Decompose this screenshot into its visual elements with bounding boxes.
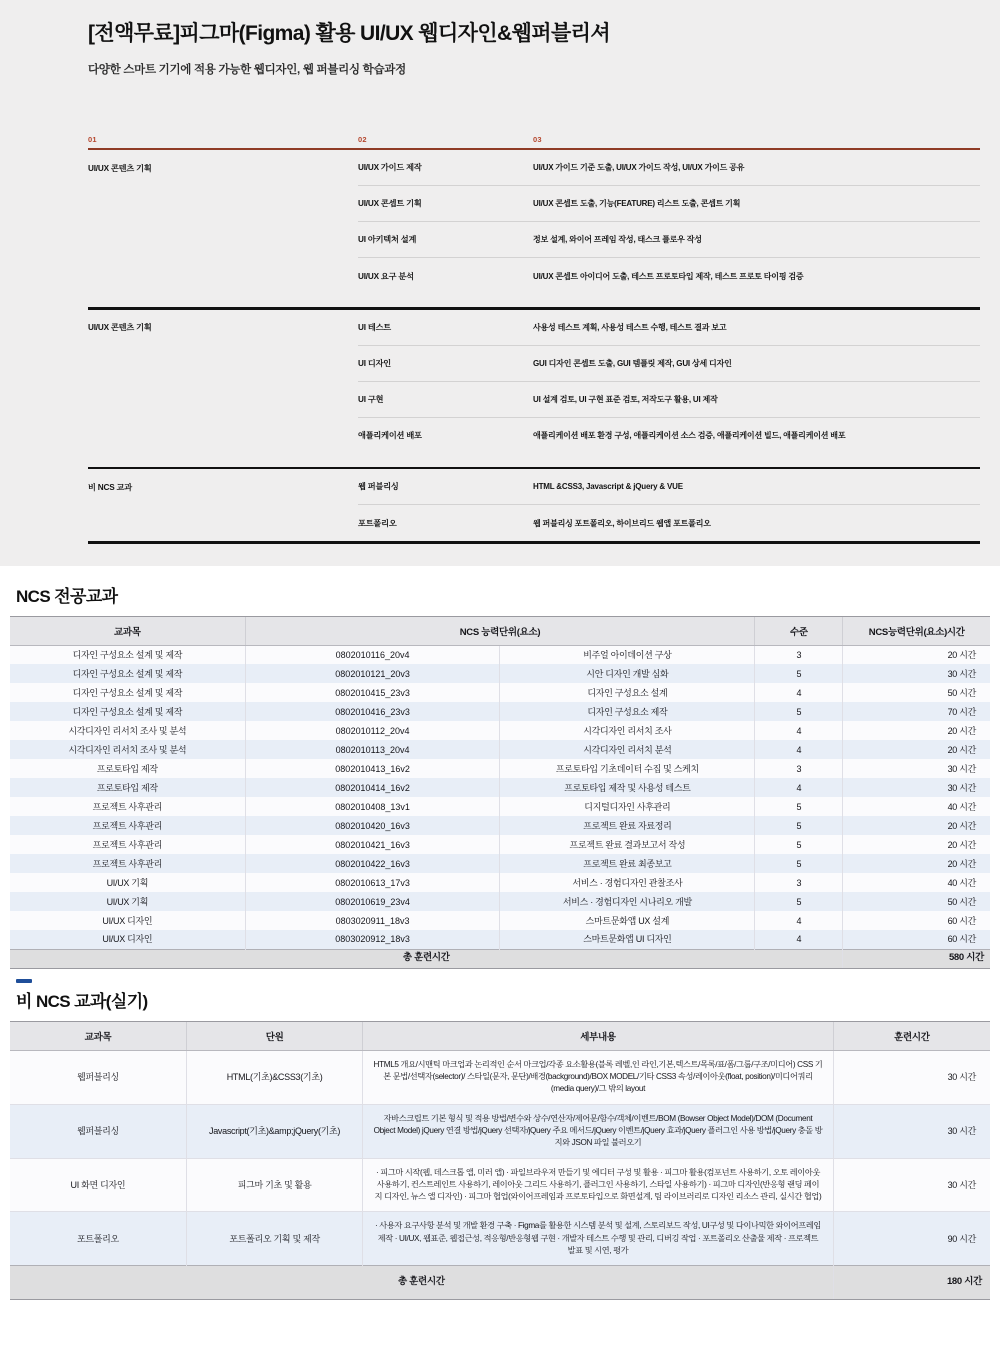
map-step-detail: UI 설계 검토, UI 구현 표준 검토, 저작도구 활용, UI 제작 [533, 382, 980, 418]
col-header-unit: 단원 [186, 1021, 362, 1050]
cell-subject: 시각디자인 리서치 조사 및 분석 [68, 744, 187, 755]
cell-code: 0802010408_13v1 [245, 797, 500, 816]
map-group-label: UI/UX 콘텐츠 기획 [88, 163, 152, 173]
cell-subject: UI/UX 디자인 [102, 934, 153, 945]
cell-subject: UI 화면 디자인 [70, 1179, 126, 1190]
table-row [10, 778, 990, 797]
cell-unit: 프로젝트 완료 결과보고서 작성 [500, 835, 755, 854]
table-row [10, 702, 990, 721]
table-row [10, 740, 990, 759]
cell-hours: 40 시간 [843, 873, 990, 892]
cell-hours: 30 시간 [843, 778, 990, 797]
map-step-name: 애플리케이션 배포 [358, 431, 422, 441]
map-step-name: UI/UX 콘셉트 기획 [358, 186, 533, 222]
table-row [10, 854, 990, 873]
cell-hours: 20 시간 [843, 816, 990, 835]
cell-level: 5 [755, 664, 843, 683]
cell-unit: 디자인 구성요소 설계 [500, 683, 755, 702]
column-bottom-rule [533, 541, 980, 544]
cell-unit: 서비스 · 경험디자인 관찰조사 [500, 873, 755, 892]
cell-subject: 프로젝트 사후관리 [92, 801, 163, 812]
cell-subject: 디자인 구성요소 설계 및 제작 [72, 649, 183, 660]
map-step-detail: 정보 설계, 와이어 프레임 작성, 태스크 플로우 작성 [533, 222, 980, 258]
nonncs-heading-wrap [10, 969, 990, 1021]
cell-unit: 디자인 구성요소 제작 [500, 702, 755, 721]
cell-code: 0803020911_18v3 [245, 911, 500, 930]
cell-code: 0802010413_16v2 [245, 759, 500, 778]
cell-hours: 50 시간 [843, 683, 990, 702]
cell-level: 3 [755, 645, 843, 664]
map-detail-column [533, 135, 980, 294]
cell-subject: 웹퍼블리싱 [76, 1072, 119, 1083]
cell-subject: 포트폴리오 [76, 1233, 119, 1244]
cell-hours: 20 시간 [843, 740, 990, 759]
col-header-detail: 세부내용 [363, 1021, 833, 1050]
cell-unit: 스마트문화앱 UI 디자인 [500, 930, 755, 949]
page-subtitle: 다양한 스마트 기기에 적용 가능한 웹디자인, 웹 퍼블리싱 학습과정 [88, 64, 406, 77]
map-step-name: UI 테스트 [358, 310, 533, 346]
map-step-name: UI/UX 요구 분석 [358, 271, 414, 281]
cell-detail: 자바스크립트 기본 형식 및 적용 방법/변수와 상수/연산자/제어문/함수/객체/이벤트/BOM (Bowser Object Model)/DOM (Document Object Model) jQuery 연결 방법/jQuery 선택자/jQuery 주요 메서드/jQuery 이벤트/jQuery 효과/jQuery 플러그인 사용 방법/jQuery 충돌 방지와 JSON 파일 불러오기 [363, 1104, 833, 1158]
map-group-label: 비 NCS 교과 [88, 482, 132, 492]
cell-hours: 90 시간 [833, 1212, 990, 1266]
map-step-name: UI 구현 [358, 382, 533, 418]
cell-unit: 서비스 · 경험디자인 시나리오 개발 [500, 892, 755, 911]
cell-unit: 디지털디자인 사후관리 [500, 797, 755, 816]
cell-hours: 20 시간 [843, 645, 990, 664]
cell-code: 0803020912_18v3 [245, 930, 500, 949]
cell-hours: 50 시간 [843, 892, 990, 911]
cell-hours: 60 시간 [843, 911, 990, 930]
hero-banner [0, 0, 1000, 566]
table-row [10, 759, 990, 778]
total-row [10, 1266, 990, 1300]
table-row [10, 1050, 990, 1104]
col-header-level: 수준 [755, 616, 843, 645]
cell-level: 4 [755, 683, 843, 702]
cell-level: 4 [755, 721, 843, 740]
cell-hours: 30 시간 [843, 664, 990, 683]
total-value: 580 시간 [843, 949, 990, 968]
map-group-spacer [88, 505, 358, 541]
table-row [10, 873, 990, 892]
cell-subject: UI/UX 기획 [106, 896, 149, 907]
cell-unit: 시각디자인 리서치 분석 [500, 740, 755, 759]
cell-code: 0802010121_20v3 [245, 664, 500, 683]
ncs-table-head [10, 616, 990, 645]
nonncs-table [10, 1021, 990, 1300]
table-row [10, 1212, 990, 1266]
total-label: 총 훈련시간 [10, 949, 843, 968]
cell-subject: 디자인 구성요소 설계 및 제작 [72, 687, 183, 698]
cell-hours: 30 시간 [843, 759, 990, 778]
cell-subject: 디자인 구성요소 설계 및 제작 [72, 668, 183, 679]
cell-code: 0802010415_23v3 [245, 683, 500, 702]
cell-level: 3 [755, 759, 843, 778]
cell-subject: 디자인 구성요소 설계 및 제작 [72, 706, 183, 717]
cell-subject: 프로토타입 제작 [96, 782, 158, 793]
ncs-table-body [10, 645, 990, 968]
cell-hours: 30 시간 [833, 1050, 990, 1104]
cell-unit: 프로젝트 완료 자료정리 [500, 816, 755, 835]
ncs-table [10, 616, 990, 969]
cell-unit: 시안 디자인 개발 심화 [500, 664, 755, 683]
cell-unit: 포트폴리오 기획 및 제작 [186, 1212, 362, 1266]
map-step-column [358, 307, 533, 454]
map-detail-column [533, 307, 980, 454]
table-row [10, 930, 990, 949]
cell-unit: 피그마 기초 및 활용 [186, 1158, 362, 1212]
table-row [10, 1104, 990, 1158]
cell-hours: 20 시간 [843, 721, 990, 740]
cell-level: 4 [755, 930, 843, 949]
table-row [10, 683, 990, 702]
column-number: 03 [533, 135, 542, 145]
total-value: 180 시간 [833, 1266, 990, 1300]
cell-subject: 프로젝트 사후관리 [92, 839, 163, 850]
cell-detail: · 사용자 요구사항 분석 및 개발 환경 구축 · Figma를 활용한 시스템 분석 및 설계, 스토리보드 작성, UI구성 및 다이나믹한 와이어프레임 제작 · UI/UX, 웹표준, 웹접근성, 적응형/반응형웹 구현 · 개발자 테스트 수행 및 관리, 디버깅 작업 · 포트폴리오 산출물 제작 · 프로젝트 발표 및 시연, 평가 [363, 1212, 833, 1266]
cell-code: 0802010422_16v3 [245, 854, 500, 873]
cell-code: 0802010116_20v4 [245, 645, 500, 664]
table-row [10, 664, 990, 683]
col-header-hours: NCS능력단위(요소)시간 [843, 616, 990, 645]
map-group-column [88, 135, 358, 186]
cell-hours: 60 시간 [843, 930, 990, 949]
total-label: 총 훈련시간 [10, 1266, 833, 1300]
cell-code: 0802010112_20v4 [245, 721, 500, 740]
table-row [10, 835, 990, 854]
cell-hours: 70 시간 [843, 702, 990, 721]
col-header-subject: 교과목 [10, 616, 245, 645]
map-step-detail: HTML &CSS3, Javascript & jQuery & VUE [533, 469, 980, 505]
curriculum-block [88, 307, 980, 454]
map-step-name: 웹 퍼블리싱 [358, 469, 533, 505]
cell-hours: 20 시간 [843, 835, 990, 854]
curriculum-block [88, 135, 980, 294]
cell-level: 5 [755, 854, 843, 873]
map-group-column [88, 467, 358, 544]
column-number: 02 [358, 135, 367, 145]
cell-code: 0802010113_20v4 [245, 740, 500, 759]
cell-hours: 20 시간 [843, 854, 990, 873]
cell-code: 0802010613_17v3 [245, 873, 500, 892]
cell-code: 0802010414_16v2 [245, 778, 500, 797]
map-step-detail: GUI 디자인 콘셉트 도출, GUI 템플릿 제작, GUI 상세 디자인 [533, 346, 980, 382]
cell-subject: 프로젝트 사후관리 [92, 820, 163, 831]
column-bottom-rule [88, 541, 358, 544]
map-step-detail: 사용성 테스트 계획, 사용성 테스트 수행, 테스트 결과 보고 [533, 310, 980, 346]
cell-unit: 스마트문화앱 UX 설계 [500, 911, 755, 930]
cell-subject: 웹퍼블리싱 [76, 1126, 119, 1137]
cell-hours: 30 시간 [833, 1158, 990, 1212]
ncs-section [0, 566, 1000, 969]
cell-level: 5 [755, 797, 843, 816]
cell-level: 5 [755, 892, 843, 911]
map-step-detail: 웹 퍼블리싱 포트폴리오, 하이브리드 웹앱 포트폴리오 [533, 518, 711, 528]
map-detail-column [533, 467, 980, 544]
table-row [10, 911, 990, 930]
map-step-detail: UI/UX 가이드 기준 도출, UI/UX 가이드 작성, UI/UX 가이드 공유 [533, 150, 980, 186]
cell-code: 0802010420_16v3 [245, 816, 500, 835]
map-step-column [358, 467, 533, 544]
cell-level: 4 [755, 911, 843, 930]
nonncs-table-body [10, 1050, 990, 1299]
cell-subject: 프로젝트 사후관리 [92, 858, 163, 869]
cell-unit: 프로젝트 완료 최종보고 [500, 854, 755, 873]
col-header-hours: 훈련시간 [833, 1021, 990, 1050]
table-row [10, 645, 990, 664]
cell-unit: HTML(기초)&CSS3(기초) [186, 1050, 362, 1104]
cell-level: 4 [755, 778, 843, 797]
cell-hours: 40 시간 [843, 797, 990, 816]
nonncs-section-heading: 비 NCS 교과(실기) [16, 991, 148, 1011]
cell-subject: 시각디자인 리서치 조사 및 분석 [68, 725, 187, 736]
cell-level: 3 [755, 873, 843, 892]
cell-subject: UI/UX 기획 [106, 877, 149, 888]
cell-hours: 30 시간 [833, 1104, 990, 1158]
map-step-name: UI 아키텍처 설계 [358, 222, 533, 258]
table-header-row [10, 616, 990, 645]
column-number: 01 [88, 135, 97, 145]
cell-level: 4 [755, 740, 843, 759]
table-row [10, 1158, 990, 1212]
cell-level: 5 [755, 702, 843, 721]
blue-dash-icon [16, 979, 32, 983]
table-row [10, 816, 990, 835]
cell-subject: UI/UX 디자인 [102, 915, 153, 926]
cell-unit: 프로토타입 제작 및 사용성 테스트 [500, 778, 755, 797]
table-row [10, 797, 990, 816]
col-header-subject: 교과목 [10, 1021, 186, 1050]
map-step-detail: UI/UX 콘셉트 도출, 기능(FEATURE) 리스트 도출, 콘셉트 기획 [533, 186, 980, 222]
cell-level: 5 [755, 835, 843, 854]
cell-detail: HTML5 개요/시맨틱 마크업과 논리적인 순서 마크업/각종 요소활용(블록 레벨,인 라인,기본,텍스트/목록/표/폼/그룹/구조/미디어) CSS 기본 문법/선택자(selector)/ 스타일(문자, 문단)/배경(background)/BOX MODEL/기타 CSS3 속성/레이아웃(float, position)/미디어쿼리(media query)/그 밖의 layout [363, 1050, 833, 1104]
map-step-name: UI/UX 가이드 제작 [358, 150, 533, 186]
ncs-section-heading: NCS 전공교과 [16, 586, 118, 606]
cell-code: 0802010421_16v3 [245, 835, 500, 854]
cell-level: 5 [755, 816, 843, 835]
table-header-row [10, 1021, 990, 1050]
total-row [10, 949, 990, 968]
cell-unit: Javascript(기초)&amp;jQuery(기초) [186, 1104, 362, 1158]
nonncs-table-head [10, 1021, 990, 1050]
map-step-column [358, 135, 533, 294]
map-step-detail: UI/UX 콘셉트 아이디어 도출, 테스트 프로토타입 제작, 테스트 프로토 타이핑 검증 [533, 271, 804, 281]
page-title: [전액무료]피그마(Figma) 활용 UI/UX 웹디자인&웹퍼블리셔 [88, 22, 611, 45]
cell-subject: 프로토타입 제작 [96, 763, 158, 774]
table-row [10, 892, 990, 911]
map-group-column [88, 307, 358, 346]
map-group-label: UI/UX 콘텐츠 기획 [88, 323, 152, 333]
map-step-name: 포트폴리오 [358, 518, 397, 528]
map-step-name: UI 디자인 [358, 346, 533, 382]
cell-unit: 시각디자인 리서치 조사 [500, 721, 755, 740]
cell-code: 0802010619_23v4 [245, 892, 500, 911]
cell-unit: 비주얼 아이데이션 구상 [500, 645, 755, 664]
nonncs-section [0, 969, 1000, 1300]
column-bottom-rule [358, 541, 533, 544]
col-header-unit: NCS 능력단위(요소) [245, 616, 755, 645]
table-row [10, 721, 990, 740]
cell-detail: · 피그마 시작(웹, 데스크톱 앱, 미러 앱) · 파일브라우저 만들기 및 에디터 구성 및 활용 · 피그마 활용(컴포넌트 사용하기, 오토 레이아웃 사용하기, 컨스트레인트 사용하기, 레이아웃 그리드 사용하기, 플러그인 사용하기, 스타일 사용하기) · 피그마 디자인(반응형 랜딩 페이지 디자인, 뉴스 앱 디자인) · 피그마 협업(와이어프레임과 프로토타입으로 화면설계, 팀 라이브러리로 디자인 리소스 관리, 실시간 협업) [363, 1158, 833, 1212]
cell-unit: 프로토타입 기초데이터 수집 및 스케치 [500, 759, 755, 778]
curriculum-block [88, 467, 980, 544]
curriculum-map [0, 135, 1000, 544]
map-step-detail: 애플리케이션 배포 환경 구성, 애플리케이션 소스 검증, 애플리케이션 빌드, 애플리케이션 배포 [533, 431, 846, 441]
cell-code: 0802010416_23v3 [245, 702, 500, 721]
